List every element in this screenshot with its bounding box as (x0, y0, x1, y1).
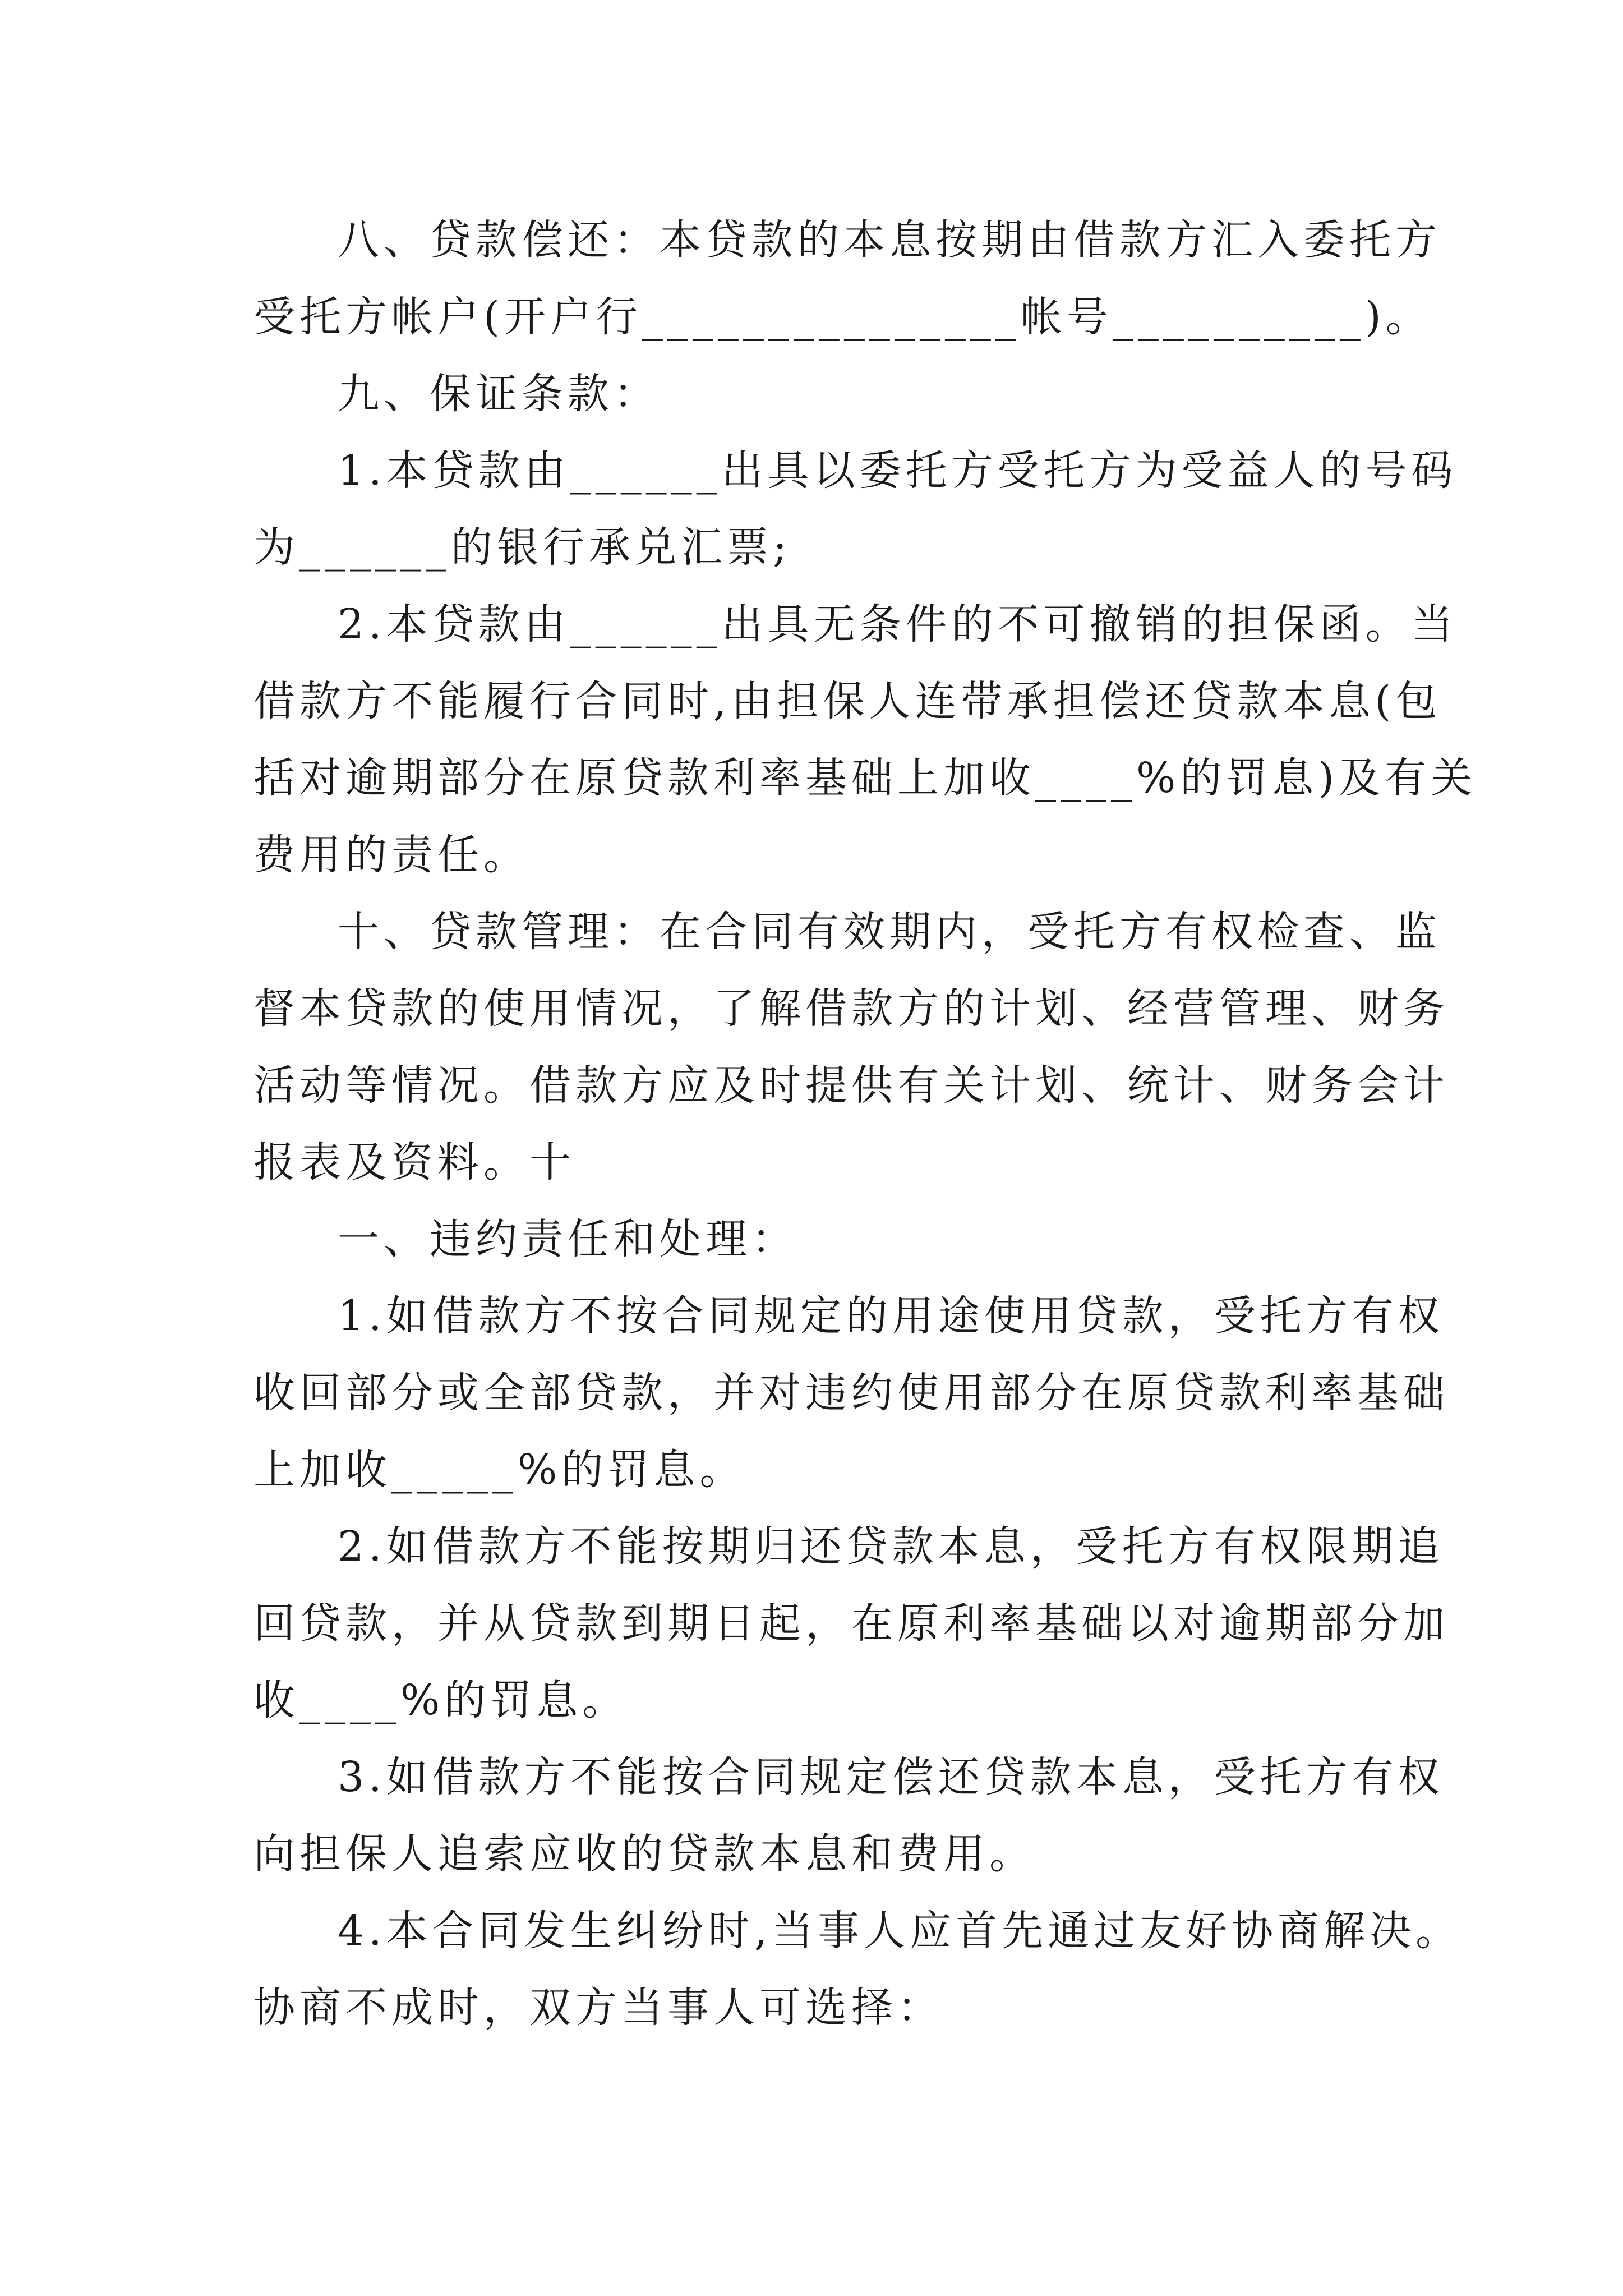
text-line: 3.如借款方不能按合同规定偿还贷款本息，受托方有权 (338, 1753, 1444, 1801)
text-line: 借款方不能履行合同时,由担保人连带承担偿还贷款本息(包 (253, 677, 1442, 725)
paragraph-breach-heading (253, 1201, 1381, 1278)
paragraph-breach-item-3 (253, 1739, 1444, 1893)
text-line: 受托方帐户(开户行_______________帐号__________)。 (253, 293, 1432, 341)
text-line: 括对逾期部分在原贷款利率基础上加收____%的罚息)及有关 (253, 754, 1477, 802)
text-line: 九、保证条款： (338, 370, 660, 418)
paragraph-breach-item-1 (253, 1278, 1449, 1508)
text-line: 费用的责任。 (253, 831, 529, 879)
text-line: 2.如借款方不能按期归还贷款本息，受托方有权限期追 (338, 1522, 1444, 1571)
text-line: 为______的银行承兑汇票; (253, 523, 791, 572)
text-line: 1.如借款方不按合同规定的用途使用贷款，受托方有权 (338, 1292, 1444, 1340)
text-line: 协商不成时，双方当事人可选择： (253, 1984, 943, 2032)
text-line: 八、贷款偿还：本贷款的本息按期由借款方汇入委托方 (338, 216, 1441, 264)
text-line: 报表及资料。十 (253, 1138, 575, 1186)
text-line: 收回部分或全部贷款，并对违约使用部分在原贷款利率基础 (253, 1369, 1449, 1417)
paragraph-loan-repayment (253, 202, 1441, 356)
text-line: 一、违约责任和处理： (338, 1215, 797, 1263)
text-line: 向担保人追索应收的贷款本息和费用。 (253, 1830, 1035, 1878)
paragraph-guarantee-item-2 (253, 586, 1477, 894)
paragraph-loan-management (253, 894, 1449, 1201)
paragraph-breach-item-2 (253, 1508, 1449, 1739)
text-line: 2.本贷款由______出具无条件的不可撤销的担保函。当 (338, 600, 1458, 648)
text-line: 上加收_____%的罚息。 (253, 1446, 746, 1494)
document-body (253, 202, 1477, 2046)
text-line: 1.本贷款由______出具以委托方受托方为受益人的号码 (338, 447, 1458, 495)
paragraph-breach-item-4 (253, 1893, 1462, 2046)
paragraph-guarantee-item-1 (253, 432, 1458, 586)
text-line: 活动等情况。借款方应及时提供有关计划、统计、财务会计 (253, 1061, 1449, 1110)
text-line: 收____%的罚息。 (253, 1676, 629, 1724)
text-line: 十、贷款管理：在合同有效期内，受托方有权检查、监 (338, 908, 1441, 956)
text-line: 督本贷款的使用情况，了解借款方的计划、经营管理、财务 (253, 984, 1449, 1033)
text-line: 4.本合同发生纠纷时,当事人应首先通过友好协商解决。 (338, 1907, 1462, 1955)
paragraph-guarantee-heading (253, 356, 1381, 432)
text-line: 回贷款，并从贷款到期日起，在原利率基础以对逾期部分加 (253, 1599, 1449, 1648)
